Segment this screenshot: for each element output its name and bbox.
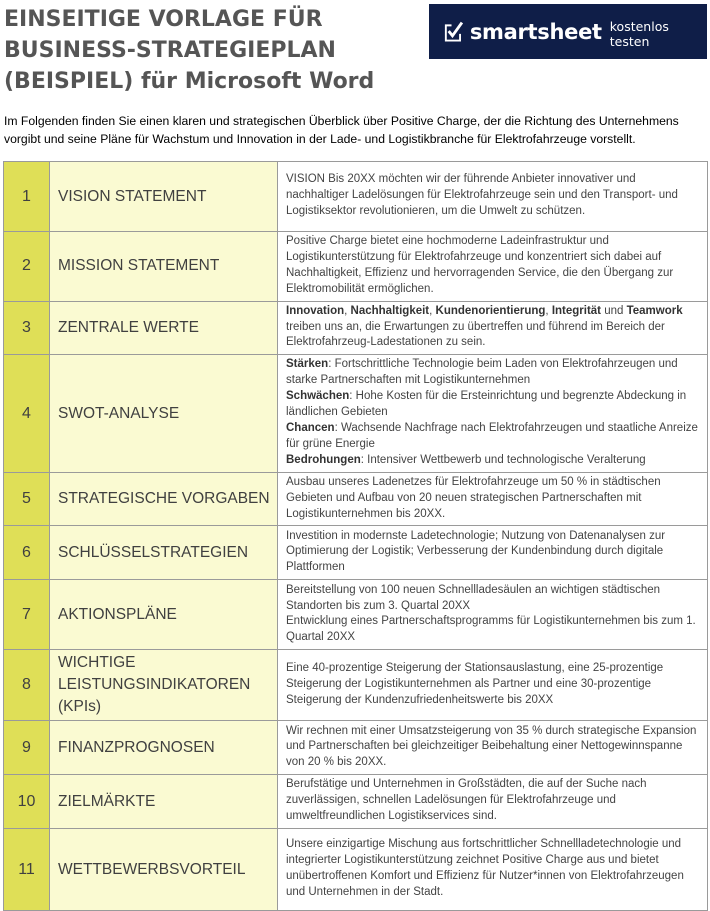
table-row (4, 301, 708, 355)
row-description (278, 580, 708, 650)
logo-brand: smartsheet (469, 19, 602, 44)
table-row (4, 472, 708, 526)
row-description: Investition in modernste Ladetechnologie; Nutzung von Datenanalysen zur Optimierung der Logistik; Verbesserung der Kundenbindung durch digitale Plattformen (278, 526, 708, 580)
row-description: Unsere einzigartige Mischung aus fortschrittlicher Schnellladetechnologie und integrierter Logistikunterstützung zeichnet Positive Charge aus und bietet unübertroffenen Komfort und Effizienz für Nutzer*innen von Elektrofahrzeugen und Unternehmen in der Stadt. (278, 829, 708, 911)
row-heading: ZENTRALE WERTE (50, 301, 278, 355)
row-heading: STRATEGISCHE VORGABEN (50, 472, 278, 526)
core-value: Integrität (551, 304, 602, 317)
row-heading: ZIELMÄRKTE (50, 775, 278, 829)
core-values-text: treiben uns an, die Erwartungen zu übertreffen und führend im Bereich der Elektrofahrzeug-Ladestationen zu sein. (286, 320, 665, 349)
table-row (4, 526, 708, 580)
intro-text: Im Folgenden finden Sie einen klaren und strategischen Überblick über Positive Charge, der die Richtung des Unternehmens vorgibt und seine Pläne für Wachstum und Innovation in der Lade- und Logistikbranche für Elektrofahrzeuge vorstellt. (4, 114, 679, 146)
strategy-table (3, 161, 708, 911)
row-description: Eine 40-prozentige Steigerung der Stationsauslastung, eine 25-prozentige Steigerung der Logistikunternehmen als Partner und eine 30-prozentige Steigerung der Kundenzufriedenheitswerte bis 20XX (278, 650, 708, 721)
table-row (4, 775, 708, 829)
row-number: 8 (4, 650, 50, 721)
table-row (4, 162, 708, 232)
action-plan-item: Bereitstellung von 100 neuen Schnellladesäulen an wichtigen städtischen Standorten bis zum 3. Quartal 20XX (286, 583, 661, 612)
row-number: 2 (4, 232, 50, 302)
row-heading: SWOT-ANALYSE (50, 355, 278, 472)
row-number: 4 (4, 355, 50, 472)
row-number: 5 (4, 472, 50, 526)
row-heading: FINANZPROGNOSEN (50, 721, 278, 775)
row-description: Ausbau unseres Ladenetzes für Elektrofahrzeuge um 50 % in städtischen Gebieten und Aufbau von 20 neuen strategischen Partnerschaften mit Logistikunternehmen bis 20XX. (278, 472, 708, 526)
checkmark-icon (443, 21, 464, 43)
row-description (278, 355, 708, 472)
row-heading: VISION STATEMENT (50, 162, 278, 232)
table-row (4, 721, 708, 775)
row-description: Wir rechnen mit einer Umsatzsteigerung von 35 % durch strategische Expansion und Partnerschaften bei gleichzeitiger Beibehaltung einer Nettogewinnspanne von 20 % bis 20XX. (278, 721, 708, 775)
swot-item: Bedrohungen: Intensiver Wettbewerb und technologische Veralterung (286, 453, 646, 466)
row-description: Berufstätige und Unternehmen in Großstädten, die auf der Suche nach zuverlässigen, schnellen Ladelösungen für Elektrofahrzeuge und umweltfreundlichen Logistikservices sind. (278, 775, 708, 829)
row-number: 1 (4, 162, 50, 232)
row-heading: WICHTIGE LEISTUNGSINDIKATOREN (KPIs) (50, 650, 278, 721)
row-number: 10 (4, 775, 50, 829)
smartsheet-logo-button[interactable] (429, 4, 707, 59)
table-row (4, 232, 708, 302)
table-row (4, 580, 708, 650)
swot-item: Schwächen: Hohe Kosten für die Ersteinrichtung und begrenzte Abdeckung in ländlichen Gebieten (286, 390, 687, 419)
row-number: 9 (4, 721, 50, 775)
core-value: Teamwork (626, 304, 683, 317)
row-description: Positive Charge bietet eine hochmoderne Ladeinfrastruktur und Logistikunterstützung für Elektrofahrzeuge und konzentriert sich dabei auf Nachhaltigkeit, Effizienz und hervorragenden Service, die den Übergang zur Elektromobilität ermöglichen. (278, 232, 708, 302)
row-heading: SCHLÜSSELSTRATEGIEN (50, 526, 278, 580)
table-row (4, 650, 708, 721)
action-plan-item: Entwicklung eines Partnerschaftsprogramms für Logistikunternehmen bis zum 1. Quartal 20XX (286, 615, 696, 644)
row-number: 7 (4, 580, 50, 650)
core-value: Innovation (286, 304, 345, 317)
swot-item: Chancen: Wachsende Nachfrage nach Elektrofahrzeugen und staatliche Anreize für grüne Energie (286, 421, 698, 450)
row-number: 6 (4, 526, 50, 580)
row-description: Innovation, Nachhaltigkeit, Kundenorientierung, Integrität und Teamwork treiben uns an, die Erwartungen zu übertreffen und führend im Bereich der Elektrofahrzeug-Ladestationen zu sein. (278, 301, 708, 355)
row-heading: MISSION STATEMENT (50, 232, 278, 302)
logo-cta: kostenlos testen (609, 18, 669, 49)
core-value: Nachhaltigkeit (350, 304, 430, 317)
row-number: 11 (4, 829, 50, 911)
row-heading: AKTIONSPLÄNE (50, 580, 278, 650)
core-value: Kundenorientierung (435, 304, 546, 317)
row-description: VISION Bis 20XX möchten wir der führende Anbieter innovativer und nachhaltiger Ladelösungen für Elektrofahrzeuge sein und den Transport- und Logistiksektor revolutionieren, um die Umwelt zu schützen. (278, 162, 708, 232)
table-row (4, 355, 708, 472)
swot-item: Stärken: Fortschrittliche Technologie beim Laden von Elektrofahrzeugen und starke Partnerschaften mit Logistikunternehmen (286, 358, 678, 387)
table-row (4, 829, 708, 911)
page-title: EINSEITIGE VORLAGE FÜR BUSINESS-STRATEGIEPLAN (BEISPIEL) für Microsoft Word (4, 7, 375, 94)
row-number: 3 (4, 301, 50, 355)
row-heading: WETTBEWERBSVORTEIL (50, 829, 278, 911)
